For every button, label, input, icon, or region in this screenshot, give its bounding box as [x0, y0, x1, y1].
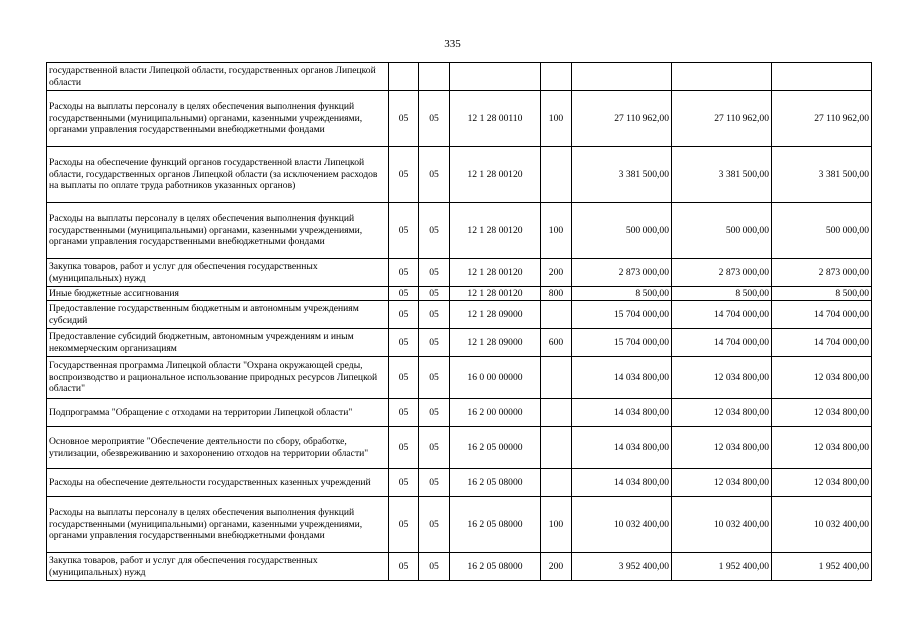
table-row [47, 553, 872, 581]
amount-year-2: 1 952 400,00 [672, 553, 772, 581]
expense-type-code [541, 357, 572, 399]
amount-year-3: 12 034 800,00 [772, 399, 872, 427]
section-code: 05 [389, 469, 419, 497]
expense-type-code: 100 [541, 203, 572, 259]
table-row [47, 287, 872, 301]
section-code: 05 [389, 287, 419, 301]
section-code: 05 [389, 357, 419, 399]
subsection-code: 05 [419, 91, 450, 147]
subsection-code: 05 [419, 497, 450, 553]
section-code: 05 [389, 203, 419, 259]
expense-type-code [541, 469, 572, 497]
target-article-code [450, 63, 541, 91]
table-row [47, 427, 872, 469]
section-code: 05 [389, 259, 419, 287]
section-code: 05 [389, 399, 419, 427]
section-code: 05 [389, 147, 419, 203]
row-name: Расходы на обеспечение деятельности государственных казенных учреждений [47, 469, 389, 497]
subsection-code [419, 63, 450, 91]
target-article-code: 12 1 28 00120 [450, 287, 541, 301]
row-name: Закупка товаров, работ и услуг для обеспечения государственных (муниципальных) нужд [47, 259, 389, 287]
amount-year-3: 12 034 800,00 [772, 427, 872, 469]
target-article-code: 16 0 00 00000 [450, 357, 541, 399]
target-article-code: 12 1 28 09000 [450, 301, 541, 329]
expense-type-code [541, 427, 572, 469]
row-name: государственной власти Липецкой области, государственных органов Липецкой области [47, 63, 389, 91]
amount-year-1 [572, 63, 672, 91]
expense-type-code [541, 399, 572, 427]
expense-type-code: 200 [541, 553, 572, 581]
amount-year-1: 14 034 800,00 [572, 399, 672, 427]
target-article-code: 12 1 28 00120 [450, 203, 541, 259]
row-name: Предоставление государственным бюджетным и автономным учреждениям субсидий [47, 301, 389, 329]
section-code: 05 [389, 329, 419, 357]
section-code: 05 [389, 553, 419, 581]
amount-year-2: 12 034 800,00 [672, 469, 772, 497]
section-code: 05 [389, 301, 419, 329]
amount-year-3: 500 000,00 [772, 203, 872, 259]
target-article-code: 12 1 28 09000 [450, 329, 541, 357]
target-article-code: 16 2 00 00000 [450, 399, 541, 427]
table-row [47, 91, 872, 147]
page-number: 335 [444, 38, 461, 50]
table-row [47, 357, 872, 399]
expense-type-code: 600 [541, 329, 572, 357]
amount-year-3: 1 952 400,00 [772, 553, 872, 581]
amount-year-3: 3 381 500,00 [772, 147, 872, 203]
amount-year-3: 8 500,00 [772, 287, 872, 301]
row-name: Предоставление субсидий бюджетным, автономным учреждениям и иным некоммерческим организациям [47, 329, 389, 357]
amount-year-2: 12 034 800,00 [672, 399, 772, 427]
amount-year-1: 15 704 000,00 [572, 329, 672, 357]
amount-year-3: 14 704 000,00 [772, 329, 872, 357]
row-name: Государственная программа Липецкой области "Охрана окружающей среды, воспроизводство и рациональное использование природных ресурсов Липецкой области" [47, 357, 389, 399]
subsection-code: 05 [419, 469, 450, 497]
table-row [47, 469, 872, 497]
amount-year-1: 14 034 800,00 [572, 357, 672, 399]
budget-table [46, 62, 872, 581]
subsection-code: 05 [419, 427, 450, 469]
amount-year-2: 12 034 800,00 [672, 427, 772, 469]
table-row [47, 301, 872, 329]
expense-type-code [541, 63, 572, 91]
amount-year-1: 3 381 500,00 [572, 147, 672, 203]
amount-year-2: 500 000,00 [672, 203, 772, 259]
amount-year-2: 8 500,00 [672, 287, 772, 301]
target-article-code: 12 1 28 00120 [450, 147, 541, 203]
row-name: Расходы на обеспечение функций органов государственной власти Липецкой области, государственных органов Липецкой области (за исключением расходов на выплаты по оплате труда работников указанных органов) [47, 147, 389, 203]
table-row [47, 259, 872, 287]
section-code [389, 63, 419, 91]
row-name: Расходы на выплаты персоналу в целях обеспечения выполнения функций государственными (муниципальными) органами, казенными учреждениями, органами управления государственными внебюджетными фондами [47, 203, 389, 259]
subsection-code: 05 [419, 301, 450, 329]
amount-year-2: 3 381 500,00 [672, 147, 772, 203]
amount-year-3: 14 704 000,00 [772, 301, 872, 329]
amount-year-2 [672, 63, 772, 91]
subsection-code: 05 [419, 287, 450, 301]
expense-type-code: 800 [541, 287, 572, 301]
amount-year-1: 500 000,00 [572, 203, 672, 259]
target-article-code: 16 2 05 08000 [450, 469, 541, 497]
amount-year-3: 27 110 962,00 [772, 91, 872, 147]
amount-year-3: 12 034 800,00 [772, 357, 872, 399]
subsection-code: 05 [419, 147, 450, 203]
amount-year-2: 2 873 000,00 [672, 259, 772, 287]
table-row [47, 497, 872, 553]
amount-year-2: 14 704 000,00 [672, 329, 772, 357]
subsection-code: 05 [419, 399, 450, 427]
amount-year-1: 15 704 000,00 [572, 301, 672, 329]
subsection-code: 05 [419, 259, 450, 287]
subsection-code: 05 [419, 553, 450, 581]
amount-year-2: 10 032 400,00 [672, 497, 772, 553]
target-article-code: 16 2 05 00000 [450, 427, 541, 469]
amount-year-2: 14 704 000,00 [672, 301, 772, 329]
expense-type-code [541, 147, 572, 203]
section-code: 05 [389, 497, 419, 553]
amount-year-3: 10 032 400,00 [772, 497, 872, 553]
row-name: Иные бюджетные ассигнования [47, 287, 389, 301]
target-article-code: 12 1 28 00110 [450, 91, 541, 147]
amount-year-3: 2 873 000,00 [772, 259, 872, 287]
amount-year-1: 10 032 400,00 [572, 497, 672, 553]
row-name: Закупка товаров, работ и услуг для обеспечения государственных (муниципальных) нужд [47, 553, 389, 581]
subsection-code: 05 [419, 203, 450, 259]
expense-type-code: 100 [541, 91, 572, 147]
expense-type-code: 100 [541, 497, 572, 553]
amount-year-1: 14 034 800,00 [572, 427, 672, 469]
table-row [47, 399, 872, 427]
target-article-code: 12 1 28 00120 [450, 259, 541, 287]
amount-year-1: 14 034 800,00 [572, 469, 672, 497]
row-name: Расходы на выплаты персоналу в целях обеспечения выполнения функций государственными (муниципальными) органами, казенными учреждениями, органами управления государственными внебюджетными фондами [47, 91, 389, 147]
section-code: 05 [389, 427, 419, 469]
subsection-code: 05 [419, 357, 450, 399]
table-row [47, 329, 872, 357]
amount-year-2: 12 034 800,00 [672, 357, 772, 399]
amount-year-1: 3 952 400,00 [572, 553, 672, 581]
amount-year-3 [772, 63, 872, 91]
section-code: 05 [389, 91, 419, 147]
amount-year-2: 27 110 962,00 [672, 91, 772, 147]
table-row [47, 203, 872, 259]
amount-year-1: 27 110 962,00 [572, 91, 672, 147]
row-name: Расходы на выплаты персоналу в целях обеспечения выполнения функций государственными (муниципальными) органами, казенными учреждениями, органами управления государственными внебюджетными фондами [47, 497, 389, 553]
row-name: Подпрограмма "Обращение с отходами на территории Липецкой области" [47, 399, 389, 427]
expense-type-code [541, 301, 572, 329]
amount-year-1: 2 873 000,00 [572, 259, 672, 287]
target-article-code: 16 2 05 08000 [450, 553, 541, 581]
amount-year-1: 8 500,00 [572, 287, 672, 301]
target-article-code: 16 2 05 08000 [450, 497, 541, 553]
table-row [47, 63, 872, 91]
subsection-code: 05 [419, 329, 450, 357]
expense-type-code: 200 [541, 259, 572, 287]
table-row [47, 147, 872, 203]
row-name: Основное мероприятие "Обеспечение деятельности по сбору, обработке, утилизации, обезвреживанию и захоронению отходов на территории области" [47, 427, 389, 469]
amount-year-3: 12 034 800,00 [772, 469, 872, 497]
